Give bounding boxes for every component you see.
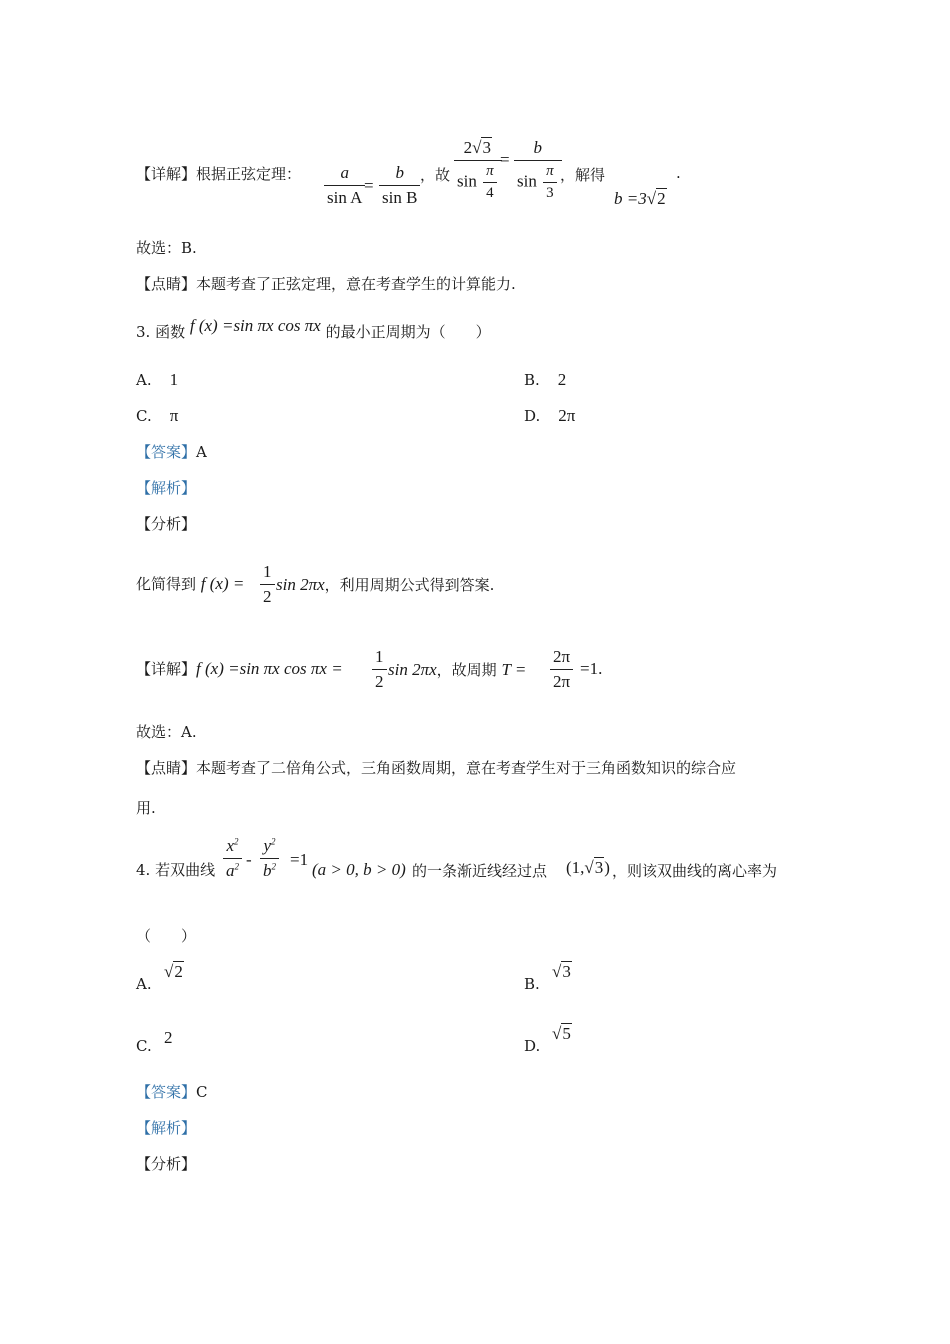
q3-fenxi: 【分析】 <box>136 515 197 533</box>
q2-comment: 【点睛】本题考查了正弦定理，意在考查学生的计算能力. <box>136 275 516 293</box>
q4-option-b-value: √3 <box>552 962 571 981</box>
q4-stem-prefix: 4. 若双曲线 <box>136 861 216 879</box>
q3-comment-line1: 【点睛】本题考查了二倍角公式，三角函数周期，意在考查学生对于三角函数知识的综合应 <box>136 759 737 777</box>
q4-option-a-value: √2 <box>164 962 183 981</box>
q2-detail-line <box>136 164 301 184</box>
q3-option-d: D. 2π <box>524 406 576 425</box>
q3-jiexi: 【解析】 <box>136 479 197 497</box>
q4-fraction-x2a2: $\frac{x^2}{a^2}$ <box>221 836 244 881</box>
q4-fraction-y2b2: $\frac{y^2}{b^2}$ <box>258 836 281 881</box>
q2-detail-label: 【详解】根据正弦定理： <box>136 165 302 183</box>
q3-detail-rest: sin 2πx，故周期 T = <box>388 660 527 679</box>
q3-detail-half: $\frac{1}{2}$ <box>370 647 389 692</box>
q3-choose: 故选：A. <box>136 723 197 741</box>
q4-eq1: =1 <box>290 850 309 869</box>
q3-answer: 【答案】A <box>136 443 207 461</box>
q3-option-a: A. 1 <box>136 370 179 389</box>
q2-equals-1: = <box>364 176 374 195</box>
q4-point: (1,√3) <box>566 858 610 877</box>
q4-answer: 【答案】C <box>136 1083 208 1101</box>
q3-option-b: B. 2 <box>524 370 567 389</box>
q2-fraction-b-sinB: $\frac{b}{\text{sin B}}$ <box>377 163 422 208</box>
q3-function: f (x) =sin πx cos πx <box>189 316 321 335</box>
q3-analysis-half: $\frac{1}{2}$ <box>258 562 277 607</box>
q4-jiexi: 【解析】 <box>136 1119 197 1137</box>
q3-analysis: 化简得到 f (x) = <box>136 574 245 593</box>
q3-detail: 【详解】f (x) =sin πx cos πx = <box>136 659 343 678</box>
q4-option-c: C. <box>136 1037 152 1055</box>
q3-comment-line2: 用. <box>136 799 156 817</box>
q3-option-c: C. π <box>136 406 179 425</box>
q4-stem-tail: ，则该双曲线的离心率为 <box>612 862 778 880</box>
q4-option-b: B. <box>524 975 540 993</box>
q4-option-d: D. <box>524 1037 541 1055</box>
q4-paren: （ ） <box>136 927 197 945</box>
q4-option-d-value: √5 <box>552 1024 571 1043</box>
q3-stem: 3. 函数 f (x) =sin πx cos πx 的最小正周期为（ ） <box>136 316 491 341</box>
q4-option-a: A. <box>136 975 152 993</box>
q4-condition: (a > 0, b > 0) <box>312 860 406 879</box>
q3-T-result: =1. <box>580 659 603 678</box>
q4-option-c-value: 2 <box>164 1028 173 1047</box>
q4-minus: - <box>246 850 252 869</box>
q2-result: b =3√2 <box>614 189 666 208</box>
q2-fraction-a-sinA: $\frac{a}{\text{sin A}}$ <box>322 163 367 208</box>
q4-fenxi: 【分析】 <box>136 1155 197 1173</box>
q2-period: . <box>676 164 681 182</box>
q2-equals-2: = <box>500 150 510 169</box>
q2-fraction-b-sin-pi3: b sin $\frac{\pi}{3}$ <box>512 138 564 202</box>
q3-analysis-rest: sin 2πx，利用周期公式得到答案. <box>276 575 495 594</box>
q2-jiede: ，解得 <box>560 166 606 184</box>
q3-T-fraction: $\frac{2\pi}{2\pi}$ <box>548 647 575 692</box>
q2-fraction-2root3: 2√3 sin $\frac{\pi}{4}$ <box>452 138 504 202</box>
q4-stem-middle: 的一条渐近线经过点 <box>412 862 548 880</box>
q2-choose: 故选：B. <box>136 239 197 257</box>
q2-gu: ，故 <box>420 166 451 184</box>
